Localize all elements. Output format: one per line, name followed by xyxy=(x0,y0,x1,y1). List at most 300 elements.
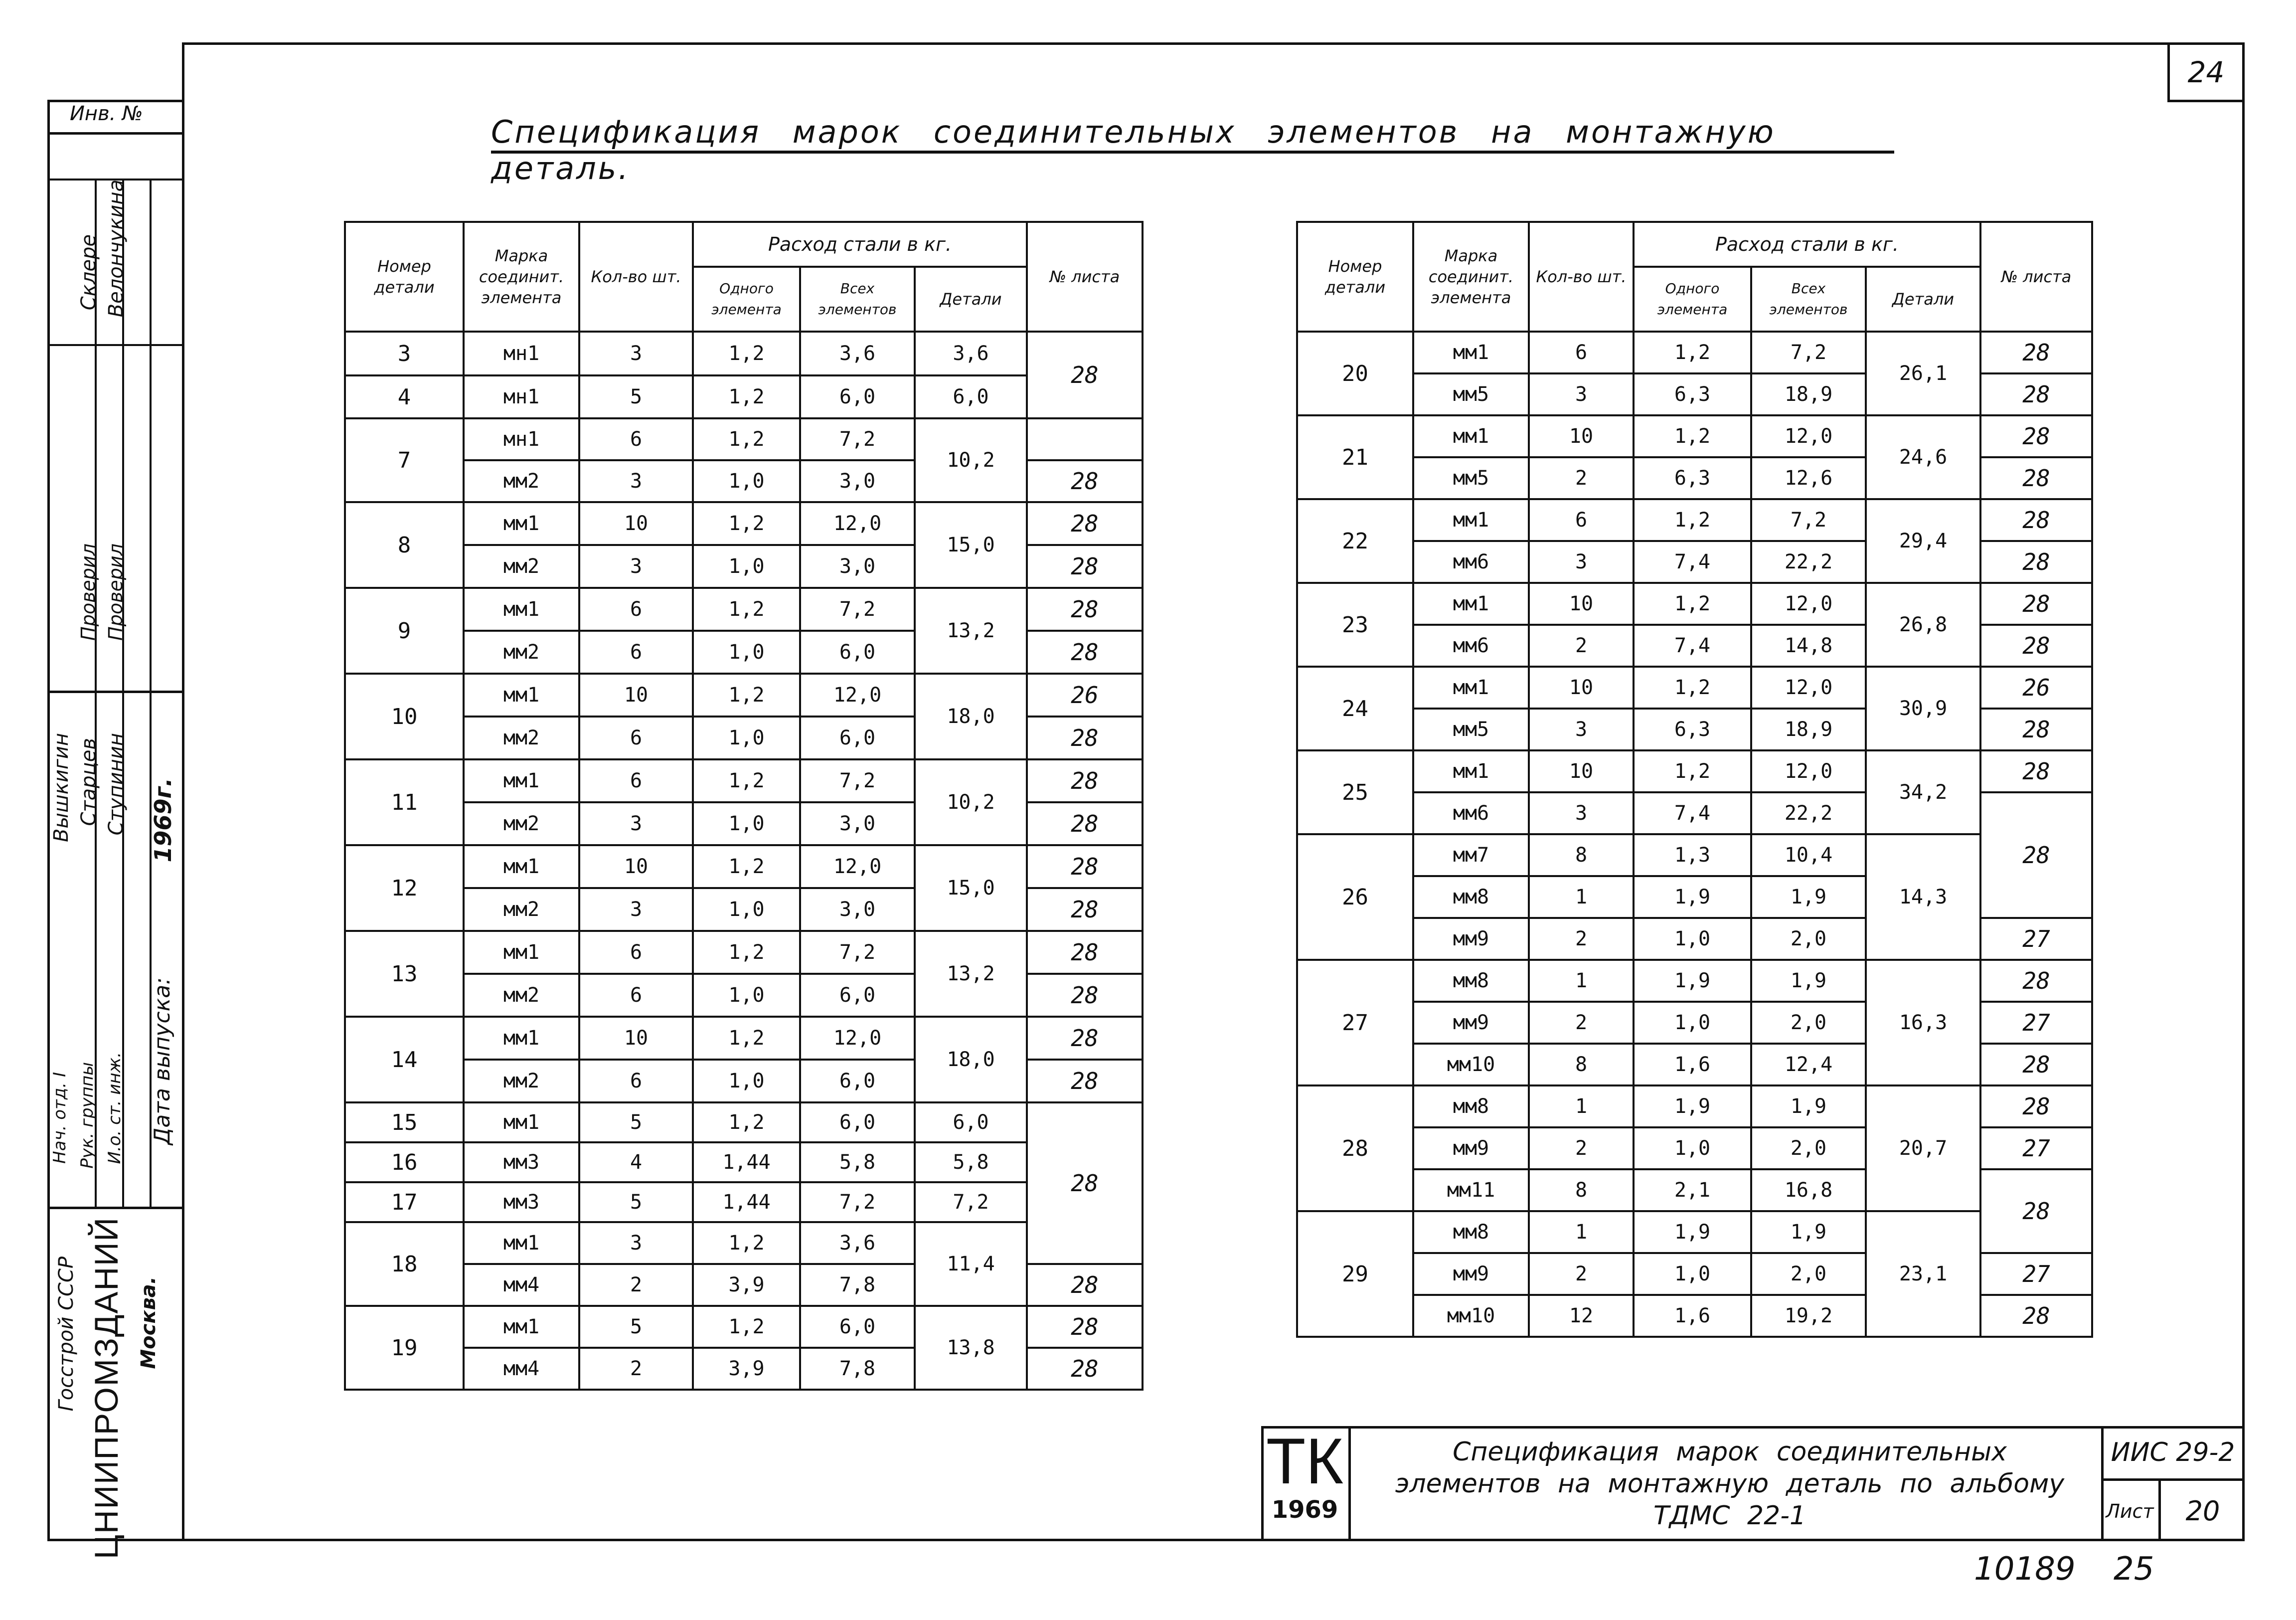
cell-qty: 1 xyxy=(1529,1085,1634,1127)
cell-mark: мм6 xyxy=(1413,625,1529,667)
cell-detail-total: 15,0 xyxy=(915,502,1027,588)
document-number: 10189 xyxy=(1974,1551,2076,1588)
col-mark: Марка соединит. элемента xyxy=(1413,222,1529,332)
cell-all: 1,9 xyxy=(1751,1085,1866,1127)
cell-qty: 6 xyxy=(579,931,693,974)
cell-one: 1,9 xyxy=(1634,1085,1751,1127)
cell-mark: мм9 xyxy=(1413,1253,1529,1295)
side-check-1: Проверил xyxy=(77,543,99,641)
release-date-label: Дата выпуска: xyxy=(150,977,175,1145)
cell-detail-total: 6,0 xyxy=(915,1102,1027,1142)
cell-detail: 26 xyxy=(1297,834,1413,960)
cell-detail-total: 23,1 xyxy=(1866,1211,1980,1337)
cell-qty: 10 xyxy=(1529,415,1634,457)
cell-qty: 6 xyxy=(579,759,693,802)
cell-mark: мм1 xyxy=(464,1222,579,1264)
cell-qty: 3 xyxy=(1529,792,1634,834)
cell-all: 10,4 xyxy=(1751,834,1866,876)
cell-all: 3,0 xyxy=(800,460,915,502)
cell-qty: 3 xyxy=(579,332,693,375)
cell-mark: мм8 xyxy=(1413,1211,1529,1253)
cell-one: 1,0 xyxy=(693,545,800,588)
cell-sheet: 28 xyxy=(1980,709,2092,750)
cell-detail-total: 15,0 xyxy=(915,845,1027,931)
cell-qty: 3 xyxy=(579,545,693,588)
cell-mark: мм1 xyxy=(464,845,579,888)
cell-mark: мм1 xyxy=(1413,499,1529,541)
cell-detail: 7 xyxy=(345,418,464,502)
cell-mark: мм2 xyxy=(464,631,579,674)
cell-qty: 6 xyxy=(1529,332,1634,373)
cell-all: 1,9 xyxy=(1751,1211,1866,1253)
cell-mark: мм1 xyxy=(1413,750,1529,792)
cell-sheet: 27 xyxy=(1980,1253,2092,1295)
spec-table-right xyxy=(1296,221,2093,1338)
org-gosstroy: Госстрой СССР xyxy=(55,1257,78,1412)
cell-one: 1,9 xyxy=(1634,960,1751,1002)
cell-all: 18,9 xyxy=(1751,709,1866,750)
cell-all: 12,0 xyxy=(1751,667,1866,709)
cell-qty: 2 xyxy=(1529,625,1634,667)
cell-qty: 2 xyxy=(1529,1002,1634,1044)
cell-sheet: 28 xyxy=(1027,631,1143,674)
cell-detail-total: 20,7 xyxy=(1866,1085,1980,1211)
cell-one: 1,2 xyxy=(693,1017,800,1060)
cell-mark: мм6 xyxy=(1413,792,1529,834)
org-city: Москва. xyxy=(137,1276,160,1369)
cell-detail: 15 xyxy=(345,1102,464,1142)
col-detail: Детали xyxy=(915,267,1027,332)
side-role-2: Рук. группы xyxy=(77,1062,97,1169)
cell-detail-total: 6,0 xyxy=(915,375,1027,418)
cell-detail-total: 29,4 xyxy=(1866,499,1980,583)
cell-detail-total: 10,2 xyxy=(915,418,1027,502)
cell-mark: мм2 xyxy=(464,974,579,1017)
cell-all: 3,0 xyxy=(800,888,915,931)
side-person-2: Старцев xyxy=(77,738,100,826)
cell-mark: мм1 xyxy=(464,1306,579,1348)
cell-all: 6,0 xyxy=(800,1306,915,1348)
cell-mark: мм10 xyxy=(1413,1295,1529,1337)
cell-one: 1,2 xyxy=(1634,415,1751,457)
cell-one: 1,2 xyxy=(693,375,800,418)
cell-qty: 3 xyxy=(1529,541,1634,583)
cell-all: 12,0 xyxy=(1751,583,1866,625)
col-qty: Кол-во шт. xyxy=(579,222,693,332)
cell-all: 1,9 xyxy=(1751,876,1866,918)
stamp-description: Спецификация марок соединительных элементов на монтажную деталь по альбому ТДМС 22-1 xyxy=(1395,1437,2065,1531)
cell-one: 1,0 xyxy=(693,631,800,674)
cell-sheet: 28 xyxy=(1980,499,2092,541)
cell-all: 12,0 xyxy=(800,845,915,888)
cell-sheet: 27 xyxy=(1980,918,2092,960)
side-check-2: Проверил xyxy=(105,543,127,641)
cell-all: 6,0 xyxy=(800,375,915,418)
cell-sheet: 28 xyxy=(1980,373,2092,415)
cell-detail: 29 xyxy=(1297,1211,1413,1337)
cell-one: 7,4 xyxy=(1634,541,1751,583)
cell-mark: мм5 xyxy=(1413,457,1529,499)
cell-sheet: 27 xyxy=(1980,1127,2092,1169)
cell-one: 1,2 xyxy=(693,502,800,545)
cell-sheet: 28 xyxy=(1027,1017,1143,1060)
cell-qty: 2 xyxy=(579,1264,693,1306)
cell-sheet: 28 xyxy=(1980,332,2092,373)
inventory-label: Инв. № xyxy=(47,100,182,135)
cell-all: 3,6 xyxy=(800,1222,915,1264)
cell-detail-total: 11,4 xyxy=(915,1222,1027,1306)
tk-year: 1969 xyxy=(1271,1496,1338,1524)
cell-qty: 4 xyxy=(579,1142,693,1182)
cell-one: 1,2 xyxy=(1634,667,1751,709)
title-underline xyxy=(491,151,1894,154)
cell-qty: 3 xyxy=(579,1222,693,1264)
list-label: Лист xyxy=(2101,1481,2161,1541)
cell-mark: мм5 xyxy=(1413,373,1529,415)
cell-one: 1,2 xyxy=(1634,583,1751,625)
cell-one: 3,9 xyxy=(693,1264,800,1306)
col-all-elements: Всех элементов xyxy=(800,267,915,332)
cell-all: 12,0 xyxy=(800,674,915,717)
cell-detail: 23 xyxy=(1297,583,1413,667)
cell-detail-total: 3,6 xyxy=(915,332,1027,375)
cell-sheet: 28 xyxy=(1980,625,2092,667)
col-one-element: Одного элемента xyxy=(693,267,800,332)
cell-all: 2,0 xyxy=(1751,1253,1866,1295)
cell-one: 1,2 xyxy=(1634,499,1751,541)
cell-mark: мм5 xyxy=(1413,709,1529,750)
cell-sheet: 28 xyxy=(1027,1102,1143,1264)
cell-all: 2,0 xyxy=(1751,1127,1866,1169)
col-detail: Детали xyxy=(1866,267,1980,332)
cell-sheet: 28 xyxy=(1027,974,1143,1017)
cell-one: 1,2 xyxy=(1634,332,1751,373)
cell-detail-total: 34,2 xyxy=(1866,750,1980,834)
cell-all: 2,0 xyxy=(1751,918,1866,960)
cell-mark: мн1 xyxy=(464,332,579,375)
cell-sheet: 28 xyxy=(1027,332,1143,418)
cell-qty: 6 xyxy=(579,588,693,631)
cell-detail-total: 30,9 xyxy=(1866,667,1980,750)
cell-sheet: 28 xyxy=(1027,545,1143,588)
tk-letters: ТК xyxy=(1266,1425,1344,1497)
cell-one: 1,2 xyxy=(693,674,800,717)
cell-detail: 11 xyxy=(345,759,464,845)
cell-detail-total: 24,6 xyxy=(1866,415,1980,499)
cell-qty: 6 xyxy=(579,418,693,460)
cell-all: 12,6 xyxy=(1751,457,1866,499)
cell-mark: мм8 xyxy=(1413,1085,1529,1127)
cell-detail: 16 xyxy=(345,1142,464,1182)
cell-all: 12,4 xyxy=(1751,1044,1866,1085)
cell-qty: 10 xyxy=(579,845,693,888)
release-date-value: 1969г. xyxy=(150,778,176,863)
cell-detail: 19 xyxy=(345,1306,464,1390)
cell-sheet: 26 xyxy=(1980,667,2092,709)
cell-sheet: 28 xyxy=(1027,1348,1143,1390)
cell-all: 12,0 xyxy=(1751,750,1866,792)
cell-all: 3,6 xyxy=(800,332,915,375)
cell-one: 1,2 xyxy=(693,759,800,802)
cell-mark: мм1 xyxy=(464,1102,579,1142)
cell-detail-total: 26,1 xyxy=(1866,332,1980,415)
cell-mark: мм1 xyxy=(464,931,579,974)
cell-mark: мм2 xyxy=(464,888,579,931)
side-person-3: Ступинин xyxy=(105,733,128,836)
cell-mark: мм8 xyxy=(1413,876,1529,918)
side-role-3: И.о. ст. инж. xyxy=(105,1052,125,1164)
cell-one: 1,6 xyxy=(1634,1044,1751,1085)
cell-mark: мм1 xyxy=(1413,583,1529,625)
list-number: 20 xyxy=(2185,1495,2220,1527)
cell-detail-total: 13,2 xyxy=(915,931,1027,1017)
cell-one: 1,0 xyxy=(1634,1002,1751,1044)
cell-qty: 1 xyxy=(1529,960,1634,1002)
cell-mark: мм1 xyxy=(464,588,579,631)
cell-qty: 6 xyxy=(579,974,693,1017)
cell-one: 2,1 xyxy=(1634,1169,1751,1211)
cell-detail: 24 xyxy=(1297,667,1413,750)
cell-detail-total: 26,8 xyxy=(1866,583,1980,667)
cell-all: 22,2 xyxy=(1751,541,1866,583)
cell-all: 6,0 xyxy=(800,631,915,674)
cell-mark: мм1 xyxy=(1413,332,1529,373)
cell-qty: 5 xyxy=(579,1102,693,1142)
cell-sheet: 28 xyxy=(1027,1264,1143,1306)
page-title: Спецификация марок соединительных элементов на монтажную деталь. xyxy=(491,114,1776,186)
col-sheet: № листа xyxy=(1980,222,2092,332)
cell-sheet: 28 xyxy=(1027,502,1143,545)
cell-qty: 2 xyxy=(1529,918,1634,960)
cell-qty: 5 xyxy=(579,375,693,418)
cell-one: 1,2 xyxy=(1634,750,1751,792)
cell-sheet: 26 xyxy=(1027,674,1143,717)
cell-all: 16,8 xyxy=(1751,1169,1866,1211)
cell-qty: 2 xyxy=(1529,1127,1634,1169)
cell-qty: 2 xyxy=(579,1348,693,1390)
cell-one: 1,0 xyxy=(693,888,800,931)
cell-all: 22,2 xyxy=(1751,792,1866,834)
cell-detail: 8 xyxy=(345,502,464,588)
cell-qty: 6 xyxy=(1529,499,1634,541)
cell-sheet: 28 xyxy=(1027,845,1143,888)
cell-sheet: 28 xyxy=(1027,1306,1143,1348)
cell-detail: 17 xyxy=(345,1182,464,1222)
cell-all: 2,0 xyxy=(1751,1002,1866,1044)
cell-detail: 14 xyxy=(345,1017,464,1102)
cell-detail: 9 xyxy=(345,588,464,674)
cell-sheet: 28 xyxy=(1980,541,2092,583)
cell-mark: мм6 xyxy=(1413,541,1529,583)
cell-one: 1,44 xyxy=(693,1182,800,1222)
cell-sheet: 28 xyxy=(1980,792,2092,918)
cell-one: 1,9 xyxy=(1634,876,1751,918)
cell-mark: мм9 xyxy=(1413,918,1529,960)
cell-mark: мм1 xyxy=(464,759,579,802)
cell-sheet xyxy=(1027,418,1143,460)
sheet-corner-number: 24 xyxy=(2167,42,2245,102)
cell-one: 6,3 xyxy=(1634,709,1751,750)
cell-qty: 5 xyxy=(579,1306,693,1348)
cell-qty: 8 xyxy=(1529,1044,1634,1085)
cell-one: 1,0 xyxy=(693,974,800,1017)
col-sheet: № листа xyxy=(1027,222,1143,332)
cell-mark: мм2 xyxy=(464,802,579,845)
cell-all: 1,9 xyxy=(1751,960,1866,1002)
cell-one: 1,2 xyxy=(693,418,800,460)
cell-one: 1,0 xyxy=(1634,918,1751,960)
cell-qty: 3 xyxy=(579,888,693,931)
cell-sheet: 27 xyxy=(1980,1002,2092,1044)
cell-all: 7,8 xyxy=(800,1264,915,1306)
tk-stamp xyxy=(1261,1426,1351,1541)
cell-mark: мн1 xyxy=(464,418,579,460)
spec-table-left xyxy=(344,221,1144,1391)
cell-qty: 3 xyxy=(579,802,693,845)
side-role-1: Нач. отд. I xyxy=(50,1072,70,1164)
cell-mark: мм9 xyxy=(1413,1002,1529,1044)
cell-qty: 10 xyxy=(1529,583,1634,625)
cell-mark: мм4 xyxy=(464,1264,579,1306)
cell-sheet: 28 xyxy=(1980,1044,2092,1085)
col-qty: Кол-во шт. xyxy=(1529,222,1634,332)
cell-one: 1,2 xyxy=(693,845,800,888)
cell-all: 7,2 xyxy=(800,1182,915,1222)
series-code: ИИС 29-2 xyxy=(2101,1426,2245,1481)
cell-all: 3,0 xyxy=(800,802,915,845)
cell-sheet: 28 xyxy=(1027,759,1143,802)
cell-one: 1,0 xyxy=(693,802,800,845)
cell-detail: 21 xyxy=(1297,415,1413,499)
cell-one: 1,9 xyxy=(1634,1211,1751,1253)
cell-mark: мм8 xyxy=(1413,960,1529,1002)
cell-all: 6,0 xyxy=(800,1102,915,1142)
cell-sheet: 28 xyxy=(1027,717,1143,759)
cell-one: 1,0 xyxy=(693,1060,800,1102)
cell-all: 6,0 xyxy=(800,974,915,1017)
cell-sheet: 28 xyxy=(1980,457,2092,499)
cell-detail: 3 xyxy=(345,332,464,375)
cell-qty: 3 xyxy=(1529,709,1634,750)
cell-one: 1,3 xyxy=(1634,834,1751,876)
cell-sheet: 28 xyxy=(1027,588,1143,631)
side-name-2: Велончукина xyxy=(105,180,128,318)
cell-sheet: 28 xyxy=(1980,1085,2092,1127)
cell-sheet: 28 xyxy=(1027,888,1143,931)
cell-mark: мм1 xyxy=(1413,415,1529,457)
col-one-element: Одного элемента xyxy=(1634,267,1751,332)
col-detail-no: Номер детали xyxy=(345,222,464,332)
cell-mark: мм1 xyxy=(464,674,579,717)
cell-one: 1,6 xyxy=(1634,1295,1751,1337)
cell-mark: мм1 xyxy=(464,502,579,545)
cell-all: 12,0 xyxy=(800,1017,915,1060)
cell-detail: 28 xyxy=(1297,1085,1413,1211)
cell-one: 1,2 xyxy=(693,332,800,375)
cell-qty: 10 xyxy=(579,1017,693,1060)
cell-qty: 6 xyxy=(579,1060,693,1102)
cell-qty: 2 xyxy=(1529,1253,1634,1295)
cell-detail: 13 xyxy=(345,931,464,1017)
cell-mark: мм2 xyxy=(464,1060,579,1102)
cell-qty: 12 xyxy=(1529,1295,1634,1337)
cell-detail-total: 5,8 xyxy=(915,1142,1027,1182)
cell-all: 7,2 xyxy=(800,931,915,974)
cell-qty: 10 xyxy=(579,674,693,717)
side-person-1: Вышкигин xyxy=(50,733,73,842)
cell-sheet: 28 xyxy=(1027,931,1143,974)
cell-one: 1,2 xyxy=(693,1222,800,1264)
cell-one: 1,0 xyxy=(693,717,800,759)
cell-qty: 1 xyxy=(1529,1211,1634,1253)
cell-all: 7,2 xyxy=(1751,332,1866,373)
cell-qty: 2 xyxy=(1529,457,1634,499)
cell-qty: 3 xyxy=(1529,373,1634,415)
cell-sheet: 28 xyxy=(1980,583,2092,625)
cell-all: 7,2 xyxy=(800,418,915,460)
cell-mark: мн1 xyxy=(464,375,579,418)
cell-all: 7,2 xyxy=(800,588,915,631)
cell-mark: мм1 xyxy=(464,1017,579,1060)
cell-mark: мм9 xyxy=(1413,1127,1529,1169)
cell-detail-total: 10,2 xyxy=(915,759,1027,845)
cell-mark: мм4 xyxy=(464,1348,579,1390)
cell-mark: мм2 xyxy=(464,545,579,588)
cell-detail: 22 xyxy=(1297,499,1413,583)
cell-sheet: 28 xyxy=(1027,1060,1143,1102)
cell-detail-total: 14,3 xyxy=(1866,834,1980,960)
cell-one: 6,3 xyxy=(1634,373,1751,415)
cell-one: 1,0 xyxy=(693,460,800,502)
cell-mark: мм2 xyxy=(464,717,579,759)
cell-sheet: 28 xyxy=(1980,750,2092,792)
cell-sheet: 28 xyxy=(1027,460,1143,502)
cell-mark: мм11 xyxy=(1413,1169,1529,1211)
cell-qty: 10 xyxy=(1529,750,1634,792)
cell-all: 14,8 xyxy=(1751,625,1866,667)
cell-qty: 10 xyxy=(579,502,693,545)
cell-detail-total: 13,2 xyxy=(915,588,1027,674)
cell-detail-total: 18,0 xyxy=(915,674,1027,759)
cell-qty: 8 xyxy=(1529,1169,1634,1211)
cell-detail: 20 xyxy=(1297,332,1413,415)
cell-all: 6,0 xyxy=(800,1060,915,1102)
cell-mark: мм1 xyxy=(1413,667,1529,709)
cell-detail: 27 xyxy=(1297,960,1413,1085)
cell-qty: 1 xyxy=(1529,876,1634,918)
side-name-1: Склере xyxy=(77,234,100,311)
cell-all: 7,2 xyxy=(800,759,915,802)
cell-all: 18,9 xyxy=(1751,373,1866,415)
cell-sheet: 28 xyxy=(1980,960,2092,1002)
col-steel-group: Расход стали в кг. xyxy=(1634,222,1980,267)
cell-one: 1,2 xyxy=(693,931,800,974)
cell-mark: мм7 xyxy=(1413,834,1529,876)
cell-all: 12,0 xyxy=(1751,415,1866,457)
cell-detail-total: 18,0 xyxy=(915,1017,1027,1102)
cell-all: 7,8 xyxy=(800,1348,915,1390)
cell-one: 6,3 xyxy=(1634,457,1751,499)
cell-one: 1,44 xyxy=(693,1142,800,1182)
cell-one: 1,2 xyxy=(693,1306,800,1348)
page-number: 25 xyxy=(2114,1551,2154,1588)
cell-detail: 12 xyxy=(345,845,464,931)
cell-sheet: 28 xyxy=(1980,415,2092,457)
cell-one: 7,4 xyxy=(1634,792,1751,834)
cell-qty: 6 xyxy=(579,717,693,759)
cell-one: 7,4 xyxy=(1634,625,1751,667)
cell-mark: мм3 xyxy=(464,1182,579,1222)
